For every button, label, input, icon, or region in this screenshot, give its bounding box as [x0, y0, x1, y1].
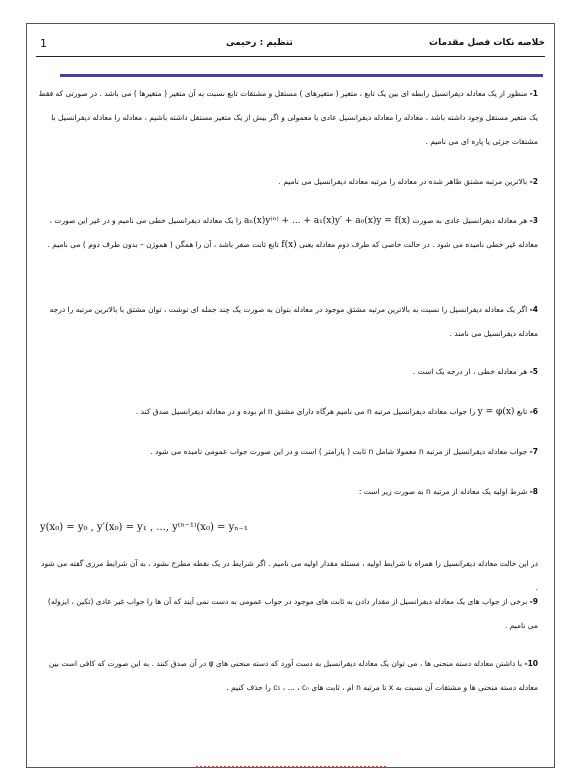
note-text: شرط اولیه یک معادله از مرتبه n به صورت زیر است : [358, 487, 528, 496]
footer-dotted-rule [196, 766, 386, 768]
note-5: 5- هر معادله خطی ، از درجه یک است . [412, 367, 538, 376]
initial-conditions-equation: y(x₀) = y₀ , y′(x₀) = y₁ , ..., y⁽ⁿ⁻¹⁾(x₀) = yₙ₋₁ [40, 522, 248, 533]
note-3: 3- هر معادله دیفرانسیل عادی به صورت aₙ(x)y⁽ⁿ⁾ + ... + a₁(x)y′ + a₀(x)y = f(x) را یک معادله دیفرانسیل خطی می نامیم و در غیر این صورت ، معادله غیر خطی نامیده می شود . در حالت خاصی که طرف دوم معادله یعنی f(x) تابع ثابت صفر باشد ، آن را همگن ( هموژن – بدون طرف دوم ) می نامیم . [47, 216, 538, 250]
page-header [36, 38, 545, 54]
rhs-formula: f(x) [281, 240, 297, 250]
note-text: منظور از یک معادله دیفرانسیل رابطه ای بین یک تابع ، متغیر ( متغیرهای ) مستقل و مشتقات تابع نسبت به آن متغیر ( متغیرها ) می باشد . در صورتی که فقط یک متغیر مستقل وجود داشته باشد ، معادله را معادله دیفرانسیل عادی یا معمولی و اگر بیش از یک متغیر مستقل داشته باشیم ، معادله را معادله دیفرانسیل با مشتقات جزئی یا پاره ای می نامیم . [38, 89, 538, 146]
page-number: 1 [40, 37, 47, 50]
note-text: در این حالت معادله دیفرانسیل را همراه با شرایط اولیه ، مسئله مقدار اولیه می نامیم . اگر شرایط در یک نقطه مطرح نشود ، به آن شرایط مرزی گفته می شود . [41, 559, 538, 592]
note-1: 1- منظور از یک معادله دیفرانسیل رابطه ای بین یک تابع ، متغیر ( متغیرهای ) مستقل و مشتقات تابع نسبت به آن متغیر ( متغیرها ) می باشد . در صورتی که فقط یک متغیر مستقل وجود داشته باشد ، معادله را معادله دیفرانسیل عادی یا معمولی و اگر بیش از یک متغیر مستقل داشته باشیم ، معادله را معادله دیفرانسیل با مشتقات جزئی یا پاره ای می نامیم . [38, 89, 538, 146]
note-10: 10- با داشتن معادله دسته منحنی ها ، می توان یک معادله دیفرانسیل به دست آورد که دسته منحنی های φ در آن صدق کنند . به این صورت که کافی است بین معادله دسته منحنی ها و مشتقات آن نسبت به x تا مرتبه n ام ، ثابت های c₁ ، ... ، cₙ را حذف کنیم . [48, 659, 538, 692]
note-text: برخی از جواب های یک معادله دیفرانسیل از مقدار دادن به ثابت های موجود در جواب عمومی به دست نمی آیند که آن ها را جواب غیر عادی (تکین ، ایزوله) می نامیم . [47, 597, 538, 630]
note-text: اگر یک معادله دیفرانسیل را نسبت به بالاترین مرتبه مشتق موجود در معادله بتوان به صورت یک چند جمله ای نوشت ، توان مشتق با بالاترین مرتبه را درجه معادله دیفرانسیل می نامند . [49, 305, 538, 338]
solution-formula: y = φ(x) [477, 407, 515, 417]
note-text: با داشتن معادله دسته منحنی ها ، می توان یک معادله دیفرانسیل به دست آورد که دسته منحنی های φ در آن صدق کنند . به این صورت که کافی است بین معادله دسته منحنی ها و مشتقات آن نسبت به x تا مرتبه n ام ، ثابت های c₁ ، ... ، cₙ را حذف کنیم . [48, 659, 538, 692]
note-text: جواب معادله دیفرانسیل از مرتبه n معمولا شامل n ثابت ( پارامتر ) است و در این صورت جواب عمومی نامیده می شود . [150, 447, 528, 456]
note-9: 9- برخی از جواب های یک معادله دیفرانسیل از مقدار دادن به ثابت های موجود در جواب عمومی به دست نمی آیند که آن ها را جواب غیر عادی (تکین ، ایزوله) می نامیم . [47, 597, 538, 630]
document-title: خلاصه نکات فصل مقدمات [429, 38, 545, 48]
note-4: 4- اگر یک معادله دیفرانسیل را نسبت به بالاترین مرتبه مشتق موجود در معادله بتوان به صورت یک چند جمله ای نوشت ، توان مشتق با بالاترین مرتبه را درجه معادله دیفرانسیل می نامند . [49, 305, 538, 338]
note-6: 6- تابع y = φ(x) را جواب معادله دیفرانسیل مرتبه n می نامیم هرگاه دارای مشتق n ام بوده و در معادله دیفرانسیل صدق کند . [135, 407, 538, 417]
note-text: بالاترین مرتبه مشتق ظاهر شده در معادله را مرتبه معادله دیفرانسیل می نامیم . [278, 177, 528, 186]
blue-divider [60, 74, 543, 77]
note-2: 2- بالاترین مرتبه مشتق ظاهر شده در معادله را مرتبه معادله دیفرانسیل می نامیم . [278, 177, 538, 186]
author-credit: تنظیم : رحیمی [226, 38, 293, 48]
note-7: 7- جواب معادله دیفرانسیل از مرتبه n معمولا شامل n ثابت ( پارامتر ) است و در این صورت جواب عمومی نامیده می شود . [150, 447, 538, 456]
header-divider [36, 56, 545, 57]
note-text: هر معادله خطی ، از درجه یک است . [412, 367, 528, 376]
linear-ode-formula: aₙ(x)y⁽ⁿ⁾ + ... + a₁(x)y′ + a₀(x)y = f(x) [243, 216, 411, 226]
note-8: 8- شرط اولیه یک معادله از مرتبه n به صورت زیر است : [358, 487, 538, 496]
